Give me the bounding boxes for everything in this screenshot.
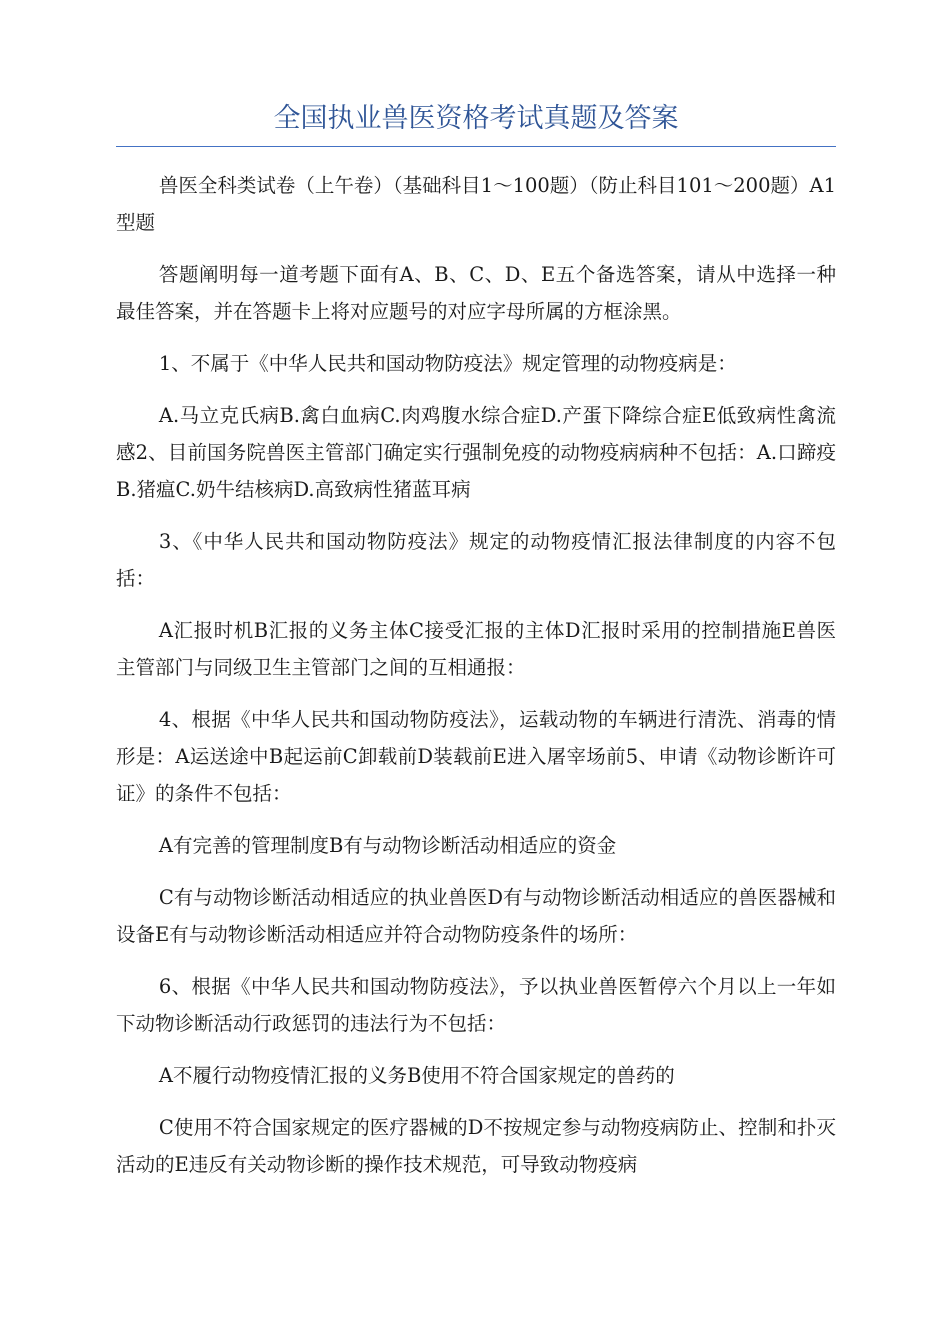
paragraph-question-1: 1、不属于《中华人民共和国动物防疫法》规定管理的动物疫病是： <box>158 352 737 375</box>
paragraph-question-4-5: 4、根据《中华人民共和国动物防疫法》，运载动物的车辆进行清洗、消毒的情形是：A运送途中B起运前C卸载前D装载前E进入屠宰场前5、申请《动物诊断许可证》的条件不包括： <box>116 708 836 805</box>
document-page <box>116 100 836 1198</box>
paragraph-options-5a: A有完善的管理制度B有与动物诊断活动相适应的资金 <box>158 834 617 857</box>
paragraph-options-6b: C使用不符合国家规定的医疗器械的D不按规定参与动物疫病防止、控制和扑灭活动的E违反有关动物诊断的操作技术规范，可导致动物疫病 <box>116 1116 836 1176</box>
paragraph-question-6: 6、根据《中华人民共和国动物防疫法》，予以执业兽医暂停六个月以上一年如下动物诊断活动行政惩罚的违法行为不包括： <box>116 975 836 1035</box>
paragraph-exam-info: 兽医全科类试卷（上午卷）（基础科目1～100题）（防止科目101～200题）A1型题 <box>116 174 836 234</box>
paragraph-options-3: A汇报时机B汇报的义务主体C接受汇报的主体D汇报时采用的控制措施E兽医主管部门与同级卫生主管部门之间的互相通报： <box>116 619 836 679</box>
paragraph-question-3: 3、《中华人民共和国动物防疫法》规定的动物疫情汇报法律制度的内容不包括： <box>116 530 836 590</box>
document-title: 全国执业兽医资格考试真题及答案 <box>116 100 836 147</box>
paragraph-options-1-question-2: A.马立克氏病B.禽白血病C.肉鸡腹水综合症D.产蛋下降综合症E低致病性禽流感2、目前国务院兽医主管部门确定实行强制免疫的动物疫病病种不包括：A.口蹄疫B.猪瘟C.奶牛结核病D.高致病性猪蓝耳病 <box>116 404 836 501</box>
paragraph-options-6a: A不履行动物疫情汇报的义务B使用不符合国家规定的兽药的 <box>158 1064 675 1087</box>
paragraph-instructions: 答题阐明每一道考题下面有A、B、C、D、E五个备选答案，请从中选择一种最佳答案，并在答题卡上将对应题号的对应字母所属的方框涂黑。 <box>116 263 836 323</box>
paragraph-options-5b: C有与动物诊断活动相适应的执业兽医D有与动物诊断活动相适应的兽医器械和设备E有与动物诊断活动相适应并符合动物防疫条件的场所： <box>116 886 836 946</box>
